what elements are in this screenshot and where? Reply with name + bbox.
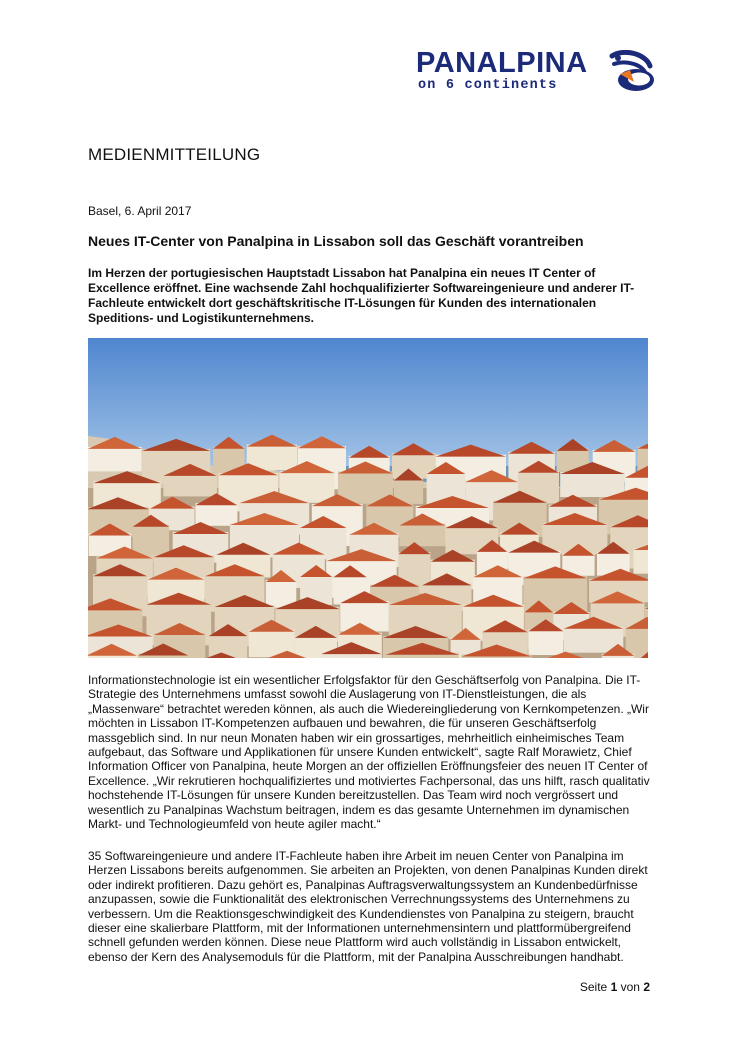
lisbon-cityscape-photo: [88, 338, 648, 658]
dateline: Basel, 6. April 2017: [88, 204, 192, 218]
document-type-label: MEDIENMITTEILUNG: [88, 145, 261, 164]
building-wall: [634, 548, 649, 574]
building-wall: [209, 634, 248, 658]
cityscape-illustration: [88, 338, 648, 658]
body-paragraph-1: Informationstechnologie ist ein wesentlicher Erfolgsfaktor für den Geschäftserfolg von Panalpina. Die IT-Strategie des Unternehmens umfasst sowohl die Auslagerung von IT-Dienstleistungen, die als „Massenware“ betrachtet wereden können, als auch die Wiedereingliederung von Kernkompetenzen. „Wir möchten in Lissabon IT-Kompetenzen aufbauen und bewahren, die für unseren Geschäftserfolg massgeblich sind. In nur neun Monaten haben wir ein grossartiges, mehrheitlich einheimisches Team aufgebaut, das Software und Applikationen für unsere Kunden entwickelt“, sagte Ralf Morawietz, Chief Information Officer von Panalpina, heute Morgen an der offiziellen Eröffnungsfeier des neuen IT Center of Excellence. „Wir rekrutieren hochqualifiziertes und motiviertes Fachpersonal, das uns hilft, rasch qualitativ hochstehende IT-Lösungen für unsere Kunden bereitzustellen. Das Team wird noch vergrössert und wesentlich zu Panalpinas Wachstum beitragen, indem es das gesamte Unternehmen im dynamischen Markt- und Technologieumfeld von heute agiler macht.“: [88, 673, 650, 832]
panalpina-logo: [416, 48, 662, 98]
body-paragraph-2: 35 Softwareingenieure und andere IT-Fachleute haben ihre Arbeit im neuen Center von Panalpina im Herzen Lissabons bereits aufgenommen. Sie arbeiten an Projekten, von denen Panalpinas Kunden direkt oder indirekt profitieren. Dazu gehört es, Panalpinas Auftragsverwaltungssystem an Kundenbedürfnisse anzupassen, sowie die Funktionalität des elektronischen Verrechnungssystems des Unternehmens zu verbessern. Um die Reaktionsgeschwindigkeit des Kundendienstes von Panalpina zu steigern, braucht dieser eine skalierbare Plattform, mit der Informationen unternehmensintern und plattformübergreifend schnell gefunden werden können. Diese neue Plattform wird auch vollständig in Lissabon entwickelt, ebenso der Kern des Analysemoduls für die Plattform, mit der Panalpina Ausschreibungen handhabt.: [88, 849, 648, 964]
page-total: 2: [643, 980, 650, 994]
building-wall: [163, 474, 217, 497]
logo-tagline: on 6 continents: [418, 78, 558, 93]
building-wall: [88, 447, 142, 472]
building-wall: [560, 472, 624, 497]
page-word: Seite: [579, 980, 608, 994]
page-current: 1: [610, 980, 618, 994]
headline: Neues IT-Center von Panalpina in Lissabon soll das Geschäft vorantreiben: [88, 233, 584, 249]
page-number: [580, 980, 650, 994]
page-of: von: [620, 980, 640, 994]
building-wall: [399, 524, 445, 547]
lead-paragraph: Im Herzen der portugiesischen Hauptstadt Lissabon hat Panalpina ein neues IT Center of Excellence eröffnet. Eine wachsende Zahl hochqualifizierter Softwareingenieure und anderer IT-Fachleute entwickelt dort geschäftskritische IT-Lösungen für Kunden des internationalen Speditions- und Logistikunternehmens.: [88, 266, 635, 325]
building-wall: [195, 503, 237, 526]
building-wall: [528, 629, 563, 655]
logo-wordmark: PANALPINA: [416, 47, 588, 79]
logo-globe-icon: [606, 50, 658, 94]
